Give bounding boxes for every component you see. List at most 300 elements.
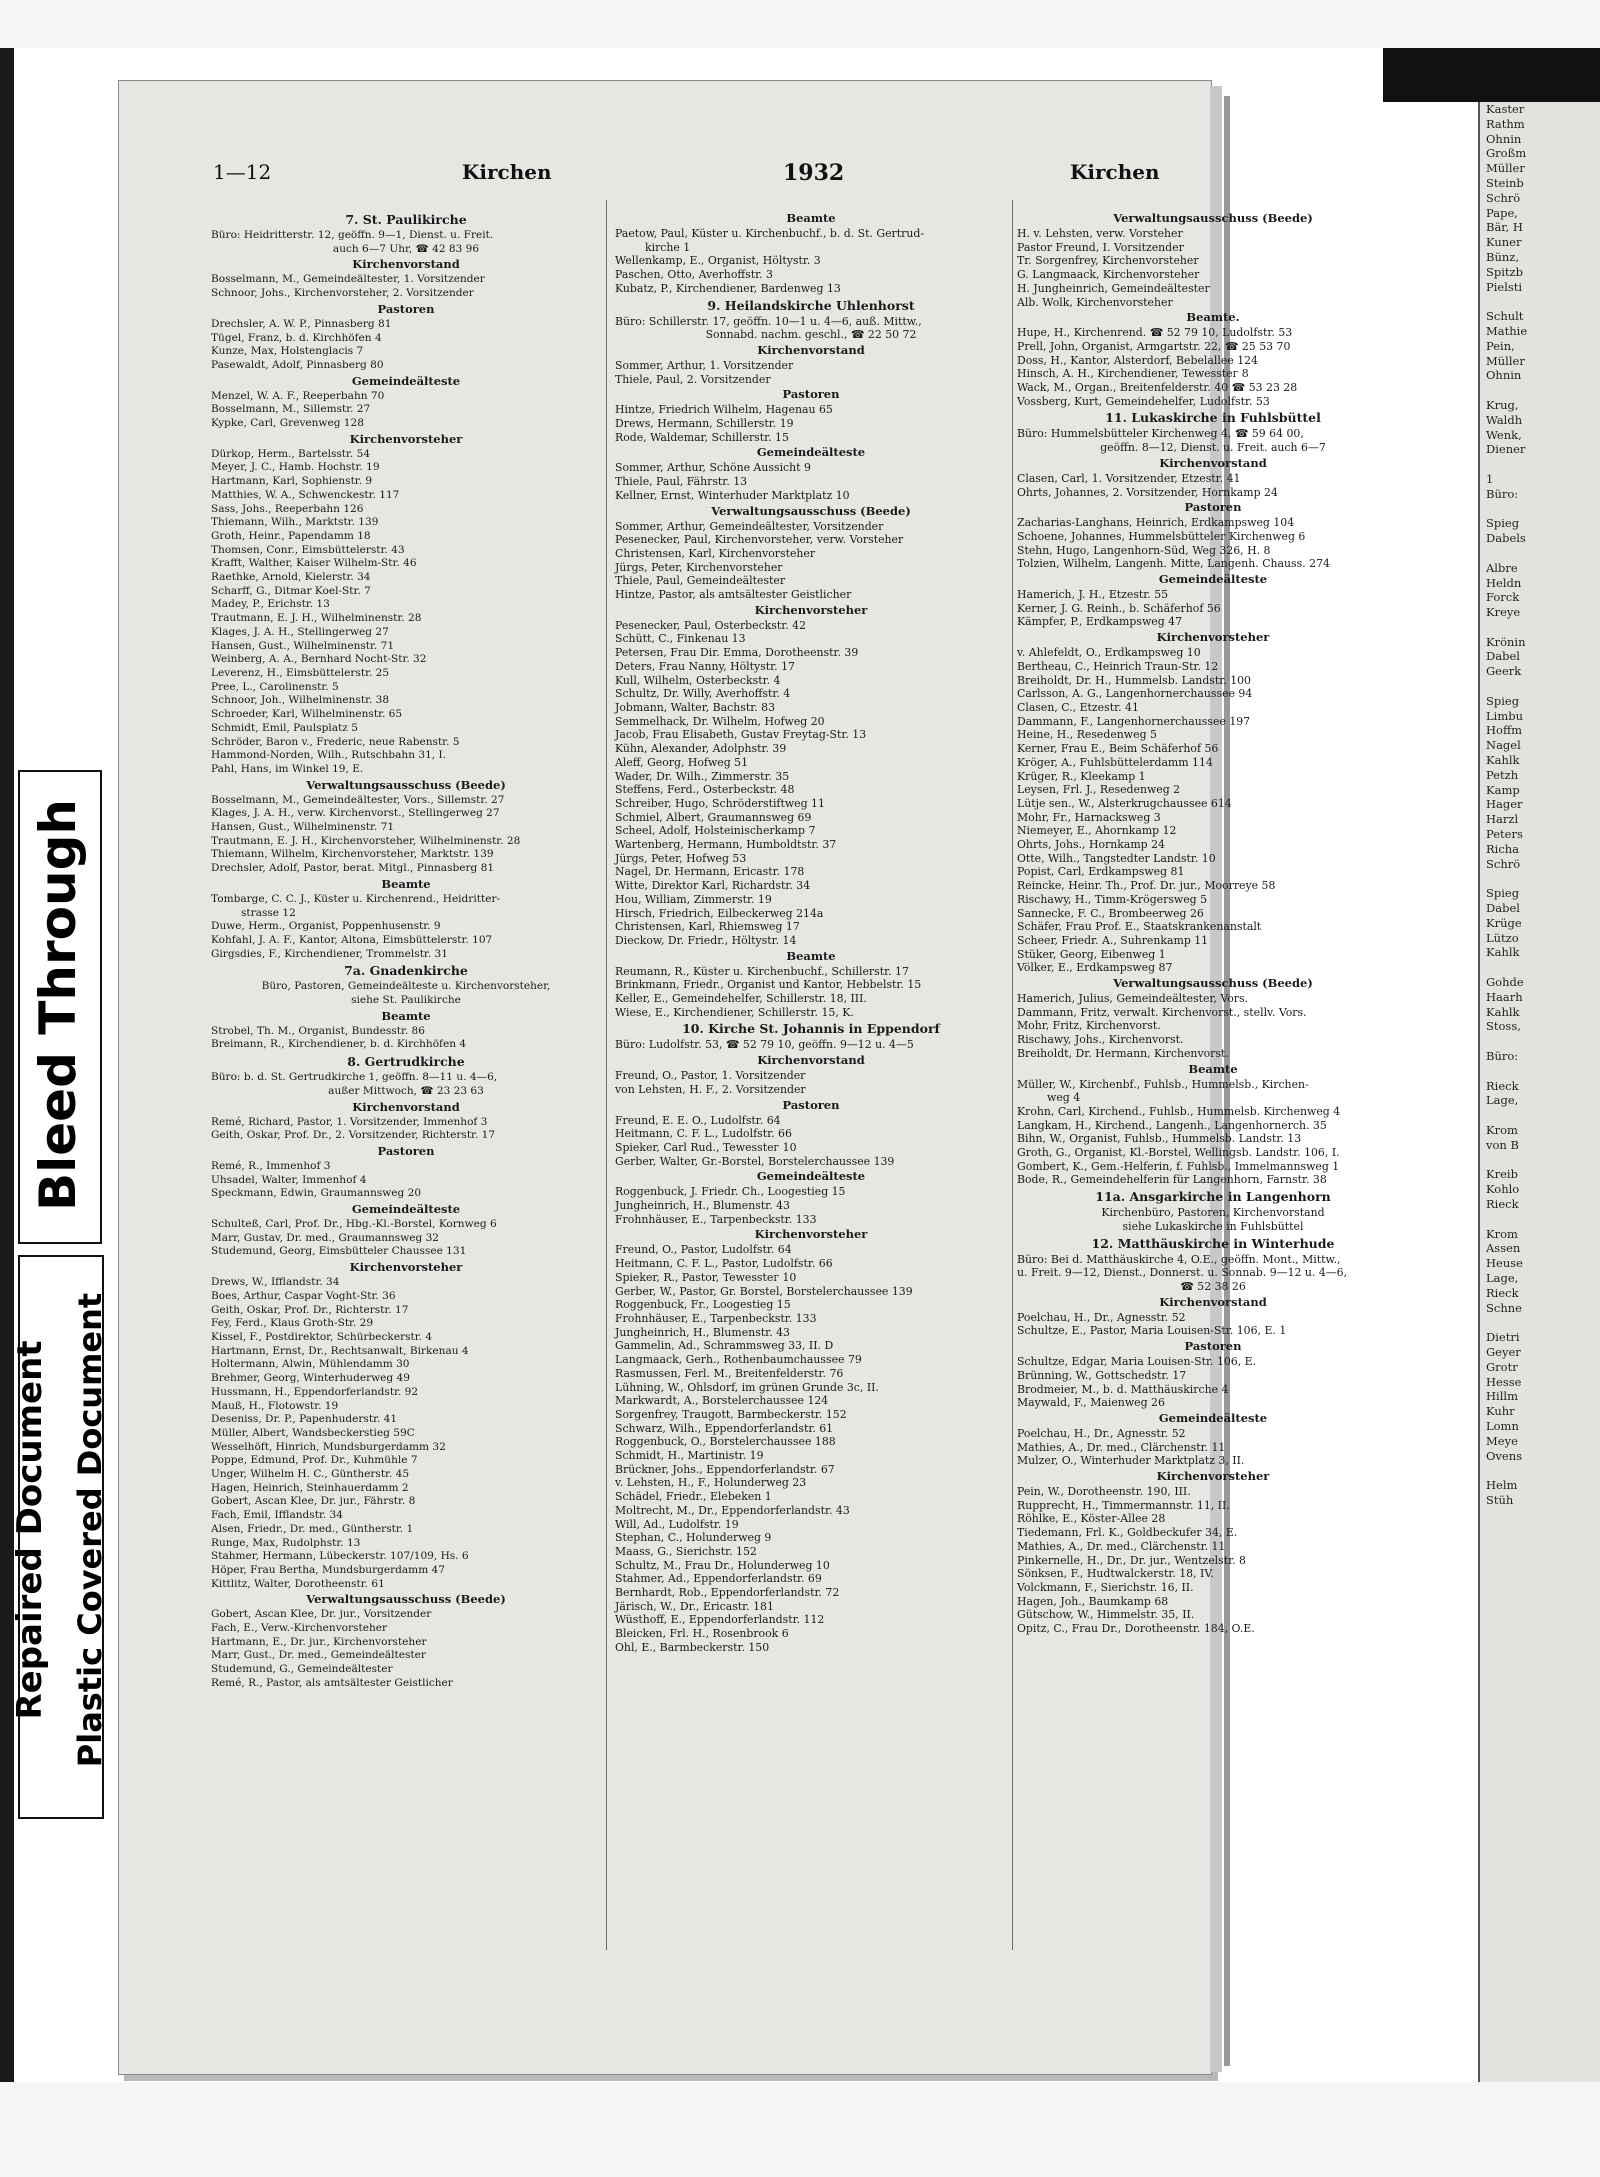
directory-entry: Tolzien, Wilhelm, Langenh. Mitte, Langenh. Chauss. 274 xyxy=(1017,557,1330,571)
facing-page-text: Petzh xyxy=(1486,767,1519,782)
directory-entry: Bosselmann, M., Gemeindeältester, Vors., Sillemstr. 27 xyxy=(211,793,505,806)
centered-note: außer Mittwoch, ☎ 23 23 63 xyxy=(328,1084,484,1097)
directory-entry: Breiholdt, Dr. H., Hummelsb. Landstr. 100 xyxy=(1017,673,1251,687)
section-subheading: Gemeindeälteste xyxy=(756,1169,866,1184)
directory-entry: Krüger, R., Kleekamp 1 xyxy=(1017,769,1146,783)
directory-entry: Langkam, H., Kirchend., Langenh., Langenhornerch. 35 xyxy=(1017,1118,1327,1132)
directory-entry: Maywald, F., Maienweg 26 xyxy=(1017,1396,1165,1410)
directory-entry: Brodmeier, M., b. d. Matthäuskirche 4 xyxy=(1017,1382,1229,1396)
directory-entry: Bode, R., Gemeindehelferin für Langenhorn, Farnstr. 38 xyxy=(1017,1173,1327,1187)
directory-entry: Dieckow, Dr. Friedr., Höltystr. 14 xyxy=(615,933,797,947)
directory-entry: Matthies, W. A., Schwenckestr. 117 xyxy=(211,488,400,501)
directory-entry: Völker, E., Erdkampsweg 87 xyxy=(1017,961,1173,975)
directory-entry: Popist, Carl, Erdkampsweg 81 xyxy=(1017,865,1185,879)
directory-entry: Kerner, Frau E., Beim Schäferhof 56 xyxy=(1017,742,1219,756)
church-heading: 8. Gertrudkirche xyxy=(347,1054,465,1070)
directory-entry: Drechsler, A. W. P., Pinnasberg 81 xyxy=(211,317,392,330)
church-heading: 7. St. Paulikirche xyxy=(345,212,467,227)
directory-entry: Deters, Frau Nanny, Höltystr. 17 xyxy=(615,659,795,673)
directory-entry: Marr, Gustav, Dr. med., Graumannsweg 32 xyxy=(211,1231,440,1244)
scan-left-edge xyxy=(0,48,14,2082)
directory-entry: Tombarge, C. C. J., Küster u. Kirchenrend., Heidritter- xyxy=(211,892,501,905)
section-subheading: Beamte xyxy=(786,211,836,225)
directory-entry: Rischawy, Johs., Kirchenvorst. xyxy=(1017,1033,1184,1047)
facing-page-text: Forck xyxy=(1486,590,1520,605)
centered-note: Sonnabd. nachm. geschl., ☎ 22 50 72 xyxy=(705,328,917,342)
facing-page-text xyxy=(1480,871,1600,886)
facing-page-text: Albre xyxy=(1486,560,1518,575)
facing-page-text: Kuner xyxy=(1486,235,1522,250)
directory-entry: Wellenkamp, E., Organist, Höltystr. 3 xyxy=(615,254,821,268)
directory-entry: Heitmann, C. F. L., Ludolfstr. 66 xyxy=(615,1127,792,1141)
facing-page-text: Kohlo xyxy=(1486,1182,1520,1197)
directory-entry: Freund, E. E. O., Ludolfstr. 64 xyxy=(615,1113,781,1127)
directory-entry: Bosselmann, M., Sillemstr. 27 xyxy=(211,403,371,416)
directory-entry: Gerber, Walter, Gr.-Borstel, Borstelerchaussee 139 xyxy=(615,1154,895,1168)
directory-entry: Deseniss, Dr. P., Papenhuderstr. 41 xyxy=(211,1413,398,1426)
directory-entry: Röhlke, E., Köster-Allee 28 xyxy=(1017,1512,1166,1526)
facing-page-text: Rathm xyxy=(1486,116,1525,131)
directory-entry: Bosselmann, M., Gemeindeältester, 1. Vorsitzender xyxy=(211,273,485,286)
directory-entry: v. Lehsten, H., F., Holunderweg 23 xyxy=(615,1476,807,1490)
directory-entry: Schädel, Friedr., Elebeken 1 xyxy=(615,1490,772,1504)
directory-entry: Mathies, A., Dr. med., Clärchenstr. 11 xyxy=(1017,1440,1226,1454)
directory-entry: Gobert, Ascan Klee, Dr. jur., Fährstr. 8 xyxy=(211,1495,416,1508)
directory-entry: Groth, Heinr., Papendamm 18 xyxy=(211,529,371,542)
facing-page-text: Müller xyxy=(1486,353,1525,368)
directory-entry: Hansen, Gust., Wilhelminenstr. 71 xyxy=(211,639,395,652)
scan-black-corner xyxy=(1383,48,1600,102)
running-title-right: Kirchen xyxy=(1070,160,1160,184)
directory-entry: Breiholdt, Dr. Hermann, Kirchenvorst. xyxy=(1017,1046,1229,1060)
directory-entry: Stahmer, Hermann, Lübeckerstr. 107/109, Hs. 6 xyxy=(211,1550,469,1563)
facing-page-text: Pein, xyxy=(1486,338,1515,353)
directory-entry: Hartmann, E., Dr. jur., Kirchenvorsteher xyxy=(211,1635,427,1648)
facing-page-text: Stüh xyxy=(1486,1492,1514,1507)
directory-entry: Hammond-Norden, Wilh., Rutschbahn 31, I. xyxy=(211,749,447,762)
section-subheading: Gemeindeälteste xyxy=(351,1202,461,1217)
directory-entry: Studemund, Georg, Eimsbütteler Chaussee 131 xyxy=(211,1245,467,1258)
directory-entry: Hou, William, Zimmerstr. 19 xyxy=(615,892,772,906)
directory-entry: Pein, W., Dorotheenstr. 190, III. xyxy=(1017,1485,1191,1499)
directory-entry: Geith, Oskar, Prof. Dr., 2. Vorsitzender, Richterstr. 17 xyxy=(211,1129,496,1142)
directory-entry: Krafft, Walther, Kaiser Wilhelm-Str. 46 xyxy=(211,557,417,570)
church-heading: 11a. Ansgarkirche in Langenhorn xyxy=(1095,1189,1331,1205)
directory-entry: Girgsdies, F., Kirchendiener, Trommelstr. 31 xyxy=(211,947,448,960)
entry-continuation: kirche 1 xyxy=(645,240,691,254)
directory-entry: Büro: Hummelsbütteler Kirchenweg 4, ☎ 59 64 00, xyxy=(1017,427,1304,441)
directory-entry: Brinkmann, Friedr., Organist und Kantor, Hebbelstr. 15 xyxy=(615,978,922,992)
directory-entry: Moltrecht, M., Dr., Eppendorferlandstr. 43 xyxy=(615,1503,850,1517)
directory-entry: Kröger, A., Fuhlsbüttelerdamm 114 xyxy=(1017,755,1213,769)
facing-page-text: Lage, xyxy=(1486,1270,1519,1285)
directory-entry: Stüker, Georg, Eibenweg 1 xyxy=(1017,947,1166,961)
directory-entry: Pahl, Hans, im Winkel 19, E. xyxy=(211,762,364,775)
directory-entry: Hamerich, Julius, Gemeindeältester, Vors. xyxy=(1017,992,1249,1006)
directory-entry: G. Langmaack, Kirchenvorsteher xyxy=(1017,268,1200,282)
directory-entry: Duwe, Herm., Organist, Poppenhusenstr. 9 xyxy=(211,920,441,933)
directory-entry: Klages, J. A. H., verw. Kirchenvorst., Stellingerweg 27 xyxy=(211,807,500,820)
facing-page-text: Limbu xyxy=(1486,708,1523,723)
facing-page-text xyxy=(1480,679,1600,694)
directory-entry: Mathies, A., Dr. med., Clärchenstr. 11 xyxy=(1017,1539,1226,1553)
facing-page-text: Schrö xyxy=(1486,856,1521,871)
directory-entry: Drechsler, Adolf, Pastor, berat. Mitgl., Pinnasberg 81 xyxy=(211,862,495,875)
directory-entry: Pinkernelle, H., Dr., Dr. jur., Wentzelstr. 8 xyxy=(1017,1553,1246,1567)
section-subheading: Kirchenvorstand xyxy=(352,1099,460,1114)
facing-page-text: Gohde xyxy=(1486,975,1524,990)
directory-entry: Prell, John, Organist, Armgartstr. 22, ☎ 25 53 70 xyxy=(1017,339,1291,353)
directory-entry: Jürgs, Peter, Hofweg 53 xyxy=(615,851,747,865)
directory-entry: Gombert, K., Gem.-Helferin, f. Fuhlsb., Immelmannsweg 1 xyxy=(1017,1159,1340,1173)
directory-entry: Frohnhäuser, E., Tarpenbeckstr. 133 xyxy=(615,1212,817,1226)
facing-page-text: Kaster xyxy=(1486,102,1525,116)
directory-entry: Fey, Ferd., Klaus Groth-Str. 29 xyxy=(211,1317,374,1330)
facing-page-text: Kreib xyxy=(1486,1167,1518,1182)
directory-entry: Runge, Max, Rudolphstr. 13 xyxy=(211,1536,361,1549)
directory-entry: Dammann, Fritz, verwalt. Kirchenvorst., stellv. Vors. xyxy=(1017,1005,1307,1019)
directory-entry: Niemeyer, E., Ahornkamp 12 xyxy=(1017,824,1177,838)
directory-entry: Menzel, W. A. F., Reeperbahn 70 xyxy=(211,389,385,402)
directory-entry: u. Freit. 9—12, Dienst., Donnerst. u. Sonnab. 9—12 u. 4—6, xyxy=(1017,1266,1348,1280)
directory-entry: Rischawy, H., Timm-Krögersweg 5 xyxy=(1017,892,1208,906)
facing-page-text: Lage, xyxy=(1486,1093,1519,1108)
section-subheading: Pastoren xyxy=(377,1143,435,1158)
column-rule xyxy=(606,200,607,1950)
directory-entry: Bleicken, Frl. H., Rosenbrook 6 xyxy=(615,1627,789,1641)
directory-entry: Fach, Emil, Ifflandstr. 34 xyxy=(211,1509,343,1522)
scan-bottom-margin xyxy=(0,2082,1600,2177)
facing-page-text xyxy=(1480,383,1600,398)
directory-entry: Pastor Freund, I. Vorsitzender xyxy=(1017,240,1184,254)
directory-entry: Mulzer, O., Winterhuder Marktplatz 3, II. xyxy=(1017,1454,1245,1468)
scan-top-margin xyxy=(0,0,1600,48)
directory-entry: Pesenecker, Paul, Kirchenvorsteher, verw. Vorsteher xyxy=(615,533,904,547)
bleed-through-text: Bleed Through xyxy=(29,799,87,1211)
facing-page-text: Kahlk xyxy=(1486,753,1520,768)
directory-entry: Drews, Hermann, Schillerstr. 19 xyxy=(615,417,794,431)
facing-page-fragment xyxy=(1478,102,1600,2082)
directory-entry: Speckmann, Edwin, Graumannsweg 20 xyxy=(211,1187,422,1200)
directory-entry: Kissel, F., Postdirektor, Schürbeckerstr. 4 xyxy=(211,1331,433,1343)
facing-page-text: Schne xyxy=(1486,1300,1522,1315)
facing-page-text: Schrö xyxy=(1486,190,1521,205)
directory-entry: von Lehsten, H. F., 2. Vorsitzender xyxy=(615,1082,806,1096)
section-subheading: Pastoren xyxy=(1184,1339,1242,1354)
facing-page-text: Kreye xyxy=(1486,605,1521,620)
centered-note: Büro, Pastoren, Gemeindeälteste u. Kirchenvorsteher, xyxy=(261,980,551,993)
directory-entry: Markwardt, A., Borstelerchaussee 124 xyxy=(615,1394,829,1408)
directory-entry: Thiele, Paul, 2. Vorsitzender xyxy=(615,372,771,386)
directory-entry: Roggenbuck, O., Borstelerchaussee 188 xyxy=(615,1435,836,1449)
directory-entry: Sommer, Arthur, Gemeindeältester, Vorsitzender xyxy=(615,519,884,533)
facing-page-text: Büro: xyxy=(1486,1049,1519,1063)
directory-entry: Schulteß, Carl, Prof. Dr., Hbg.-Kl.-Borstel, Kornweg 6 xyxy=(211,1218,497,1231)
directory-entry: Schroeder, Karl, Wilhelminenstr. 65 xyxy=(211,708,403,721)
directory-entry: Schütt, C., Finkenau 13 xyxy=(615,632,746,646)
section-subheading: Kirchenvorsteher xyxy=(349,431,463,446)
directory-entry: Büro: b. d. St. Gertrudkirche 1, geöffn. 8—11 u. 4—6, xyxy=(211,1071,498,1084)
directory-entry: Holtermann, Alwin, Mühlendamm 30 xyxy=(211,1358,410,1371)
directory-entry: Weinberg, A. A., Bernhard Nocht-Str. 32 xyxy=(211,653,427,666)
facing-page-text: Krom xyxy=(1486,1122,1518,1137)
directory-entry: Unger, Wilhelm H. C., Güntherstr. 45 xyxy=(211,1468,410,1481)
facing-page-text: Krom xyxy=(1486,1226,1518,1241)
directory-entry: Kypke, Carl, Grevenweg 128 xyxy=(211,417,364,430)
directory-entry: Müller, W., Kirchenbf., Fuhlsb., Hummelsb., Kirchen- xyxy=(1017,1077,1309,1091)
directory-entry: Hirsch, Friedrich, Eilbeckerweg 214a xyxy=(615,906,824,920)
directory-entry: Volckmann, F., Sierichstr. 16, II. xyxy=(1017,1580,1194,1594)
centered-note: Kirchenbüro, Pastoren, Kirchenvorstand xyxy=(1101,1206,1325,1220)
centered-note: auch 6—7 Uhr, ☎ 42 83 96 xyxy=(332,242,480,255)
directory-entry: Hinsch, A. H., Kirchendiener, Tewesstег 8 xyxy=(1017,367,1249,381)
facing-page-text: Kamp xyxy=(1486,782,1520,797)
facing-page-text: Dabel xyxy=(1486,649,1520,664)
repaired-document-text: Repaired Document xyxy=(10,1340,50,1720)
section-subheading: Beamte xyxy=(381,876,431,891)
directory-entry: Kull, Wilhelm, Osterbeckstr. 4 xyxy=(615,673,781,687)
facing-page-text: Mathie xyxy=(1486,323,1528,338)
directory-entry: Tügel, Franz, b. d. Kirchhöfen 4 xyxy=(211,331,382,344)
section-subheading: Kirchenvorsteher xyxy=(1156,630,1270,645)
facing-page-text: Meye xyxy=(1486,1433,1518,1448)
section-subheading: Kirchenvorsteher xyxy=(1156,1469,1270,1484)
directory-entry: Hintze, Pastor, als amtsältester Geistlicher xyxy=(615,588,852,602)
directory-entry: Ohrts, Johs., Hornkamp 24 xyxy=(1017,838,1165,852)
church-heading: 12. Matthäuskirche in Winterhude xyxy=(1091,1235,1335,1251)
facing-page-text: Hoffm xyxy=(1486,723,1523,738)
section-subheading: Beamte xyxy=(786,948,836,963)
directory-entry: Schultz, Dr. Willy, Averhoffstr. 4 xyxy=(615,687,791,701)
directory-entry: Hagen, Heinrich, Steinhauerdamm 2 xyxy=(211,1481,409,1494)
directory-entry: Opitz, C., Frau Dr., Dorotheenstr. 184, O.E. xyxy=(1017,1622,1255,1636)
directory-entry: Stephan, C., Holunderweg 9 xyxy=(615,1531,772,1545)
directory-entry: Zacharias-Langhans, Heinrich, Erdkampsweg 104 xyxy=(1017,516,1295,530)
directory-entry: Alb. Wolk, Kirchenvorsteher xyxy=(1017,295,1173,309)
directory-entry: Remé, Richard, Pastor, 1. Vorsitzender, Immenhof 3 xyxy=(211,1115,488,1128)
directory-entry: Thiemann, Wilh., Marktstr. 139 xyxy=(211,516,379,529)
page-number: 1—12 xyxy=(213,160,272,184)
directory-entry: Jungheinrich, H., Blumenstr. 43 xyxy=(615,1199,790,1213)
directory-entry: Brehmer, Georg, Winterhuderweg 49 xyxy=(211,1372,410,1385)
directory-entry: Leverenz, H., Eimsbüttelerstr. 25 xyxy=(211,666,390,679)
directory-entry: Thiele, Paul, Fährstr. 13 xyxy=(615,475,748,489)
directory-entry: Schröder, Baron v., Frederic, neue Rabenstr. 5 xyxy=(211,735,460,748)
directory-entry: Rasmussen, Ferl. M., Breitenfelderstr. 76 xyxy=(615,1366,844,1380)
directory-entry: Sorgenfrey, Traugott, Barmbeckerstr. 152 xyxy=(615,1407,847,1421)
directory-entry: Ohl, E., Barmbeckerstr. 150 xyxy=(615,1640,770,1654)
directory-entry: Schwarz, Wilh., Eppendorferlandstr. 61 xyxy=(615,1421,834,1435)
directory-entry: Schmiel, Albert, Graumannsweg 69 xyxy=(615,810,812,824)
directory-entry: Christensen, Karl, Kirchenvorsteher xyxy=(615,546,816,560)
directory-entry: Hansen, Gust., Wilhelminenstr. 71 xyxy=(211,821,395,834)
section-subheading: Beamte xyxy=(1188,1061,1238,1076)
directory-entry: Schäfer, Frau Prof. E., Staatskrankenanstalt xyxy=(1017,920,1262,934)
section-subheading: Kirchenvorsteher xyxy=(754,1227,868,1242)
directory-entry: Geith, Oskar, Prof. Dr., Richterstr. 17 xyxy=(211,1303,409,1316)
facing-page-text: 1 xyxy=(1486,471,1494,486)
directory-entry: Drews, W., Ifflandstr. 34 xyxy=(211,1276,340,1289)
facing-page-text: Spieg xyxy=(1486,516,1520,531)
directory-entry: Poelchau, H., Dr., Agnesstr. 52 xyxy=(1017,1310,1186,1324)
directory-entry: Tr. Sorgenfrey, Kirchenvorsteher xyxy=(1017,254,1199,268)
directory-entry: Hartmann, Ernst, Dr., Rechtsanwalt, Birkenau 4 xyxy=(211,1344,469,1357)
directory-entry: Alsen, Friedr., Dr. med., Güntherstr. 1 xyxy=(211,1522,414,1535)
facing-page-text: Stoss, xyxy=(1486,1019,1521,1034)
facing-page-text xyxy=(1480,502,1600,517)
facing-page-text: Helm xyxy=(1486,1478,1518,1493)
facing-page-text xyxy=(1480,1212,1600,1227)
facing-page-text: Kahlk xyxy=(1486,1004,1520,1019)
section-subheading: Kirchenvorstand xyxy=(1159,455,1267,470)
directory-entry: Kunze, Max, Holstenglacis 7 xyxy=(211,345,364,358)
section-subheading: Pastoren xyxy=(782,387,840,402)
section-subheading: Gemeindeälteste xyxy=(1158,572,1268,587)
facing-page-text xyxy=(1480,1315,1600,1330)
facing-page-text: Lützo xyxy=(1486,930,1519,945)
directory-entry: Nagel, Dr. Hermann, Ericastr. 178 xyxy=(615,865,805,879)
facing-page-text xyxy=(1480,457,1600,472)
directory-entry: Trautmann, E. J. H., Kirchenvorsteher, Wilhelminenstr. 28 xyxy=(211,834,521,847)
plastic-covered-text: Plastic Covered Document xyxy=(71,1292,109,1768)
section-subheading: Verwaltungsausschuss (Beede) xyxy=(1113,211,1313,225)
section-subheading: Kirchenvorsteher xyxy=(754,602,868,617)
section-subheading: Kirchenvorstand xyxy=(352,257,460,272)
centered-note: geöffn. 8—12, Dienst. u. Freit. auch 6—7 xyxy=(1100,441,1326,455)
facing-page-text: Rieck xyxy=(1486,1285,1519,1300)
directory-entry: Sönksen, F., Hudtwalckerstr. 18, IV. xyxy=(1017,1567,1214,1581)
directory-entry: Rode, Waldemar, Schillerstr. 15 xyxy=(615,430,789,444)
directory-entry: Jacob, Frau Elisabeth, Gustav Freytag-Str. 13 xyxy=(615,728,867,742)
facing-page-text: Hillm xyxy=(1486,1389,1518,1404)
directory-entry: Poelchau, H., Dr., Agnesstr. 52 xyxy=(1017,1426,1186,1440)
directory-entry: Höper, Frau Bertha, Mundsburgerdamm 47 xyxy=(211,1563,445,1576)
directory-entry: Klages, J. A. H., Stellingerweg 27 xyxy=(211,625,389,638)
directory-entry: Madey, P., Erichstr. 13 xyxy=(211,598,330,611)
church-heading: 7a. Gnadenkirche xyxy=(344,963,468,979)
directory-entry: Carlsson, A. G., Langenhornerchaussee 94 xyxy=(1017,687,1253,701)
facing-page-text: Ohnin xyxy=(1486,368,1522,383)
directory-entry: Gobert, Ascan Klee, Dr. jur., Vorsitzender xyxy=(211,1608,432,1621)
directory-entry: Will, Ad., Ludolfstr. 19 xyxy=(615,1517,739,1531)
directory-entry: Hagen, Joh., Baumkamp 68 xyxy=(1017,1594,1169,1608)
facing-page-text xyxy=(1480,546,1600,561)
directory-entry: Vossberg, Kurt, Gemeindehelfer, Ludolfstr. 53 xyxy=(1017,394,1270,408)
directory-entry: Kämpfer, P., Erdkampsweg 47 xyxy=(1017,615,1183,629)
facing-page-text: Büro: xyxy=(1486,486,1519,501)
directory-entry: Schultze, E., Pastor, Maria Louisen-Str. 106, E. 1 xyxy=(1017,1324,1287,1338)
section-subheading: Gemeindeälteste xyxy=(351,373,461,388)
directory-entry: Marr, Gust., Dr. med., Gemeindeältester xyxy=(211,1649,426,1662)
directory-entry: Breimann, R., Kirchendiener, b. d. Kirchhöfen 4 xyxy=(211,1038,467,1051)
directory-entry: Wack, M., Organ., Breitenfelderstr. 40 ☎ 53 23 28 xyxy=(1017,381,1298,395)
directory-entry: Reumann, R., Küster u. Kirchenbuchf., Schillerstr. 17 xyxy=(615,964,909,978)
directory-entry: Maass, G., Sierichstr. 152 xyxy=(615,1544,757,1558)
facing-page-text: Heldn xyxy=(1486,575,1522,590)
directory-entry: Schmidt, H., Martinistr. 19 xyxy=(615,1449,764,1463)
facing-page-text: Ovens xyxy=(1486,1448,1523,1463)
directory-entry: Freund, O., Pastor, Ludolfstr. 64 xyxy=(615,1243,792,1257)
facing-page-text: Kahlk xyxy=(1486,945,1520,960)
directory-entry: Kühn, Alexander, Adolphstr. 39 xyxy=(615,742,787,756)
section-subheading: Verwaltungsausschuss (Beede) xyxy=(306,777,506,792)
facing-page-text: Bär, H xyxy=(1486,220,1523,235)
directory-entry: Frohnhäuser, E., Tarpenbeckstr. 133 xyxy=(615,1312,817,1325)
directory-entry: Gütschow, W., Himmelstr. 35, II. xyxy=(1017,1608,1195,1622)
facing-page-text xyxy=(1480,1108,1600,1123)
directory-entry: Wiese, E., Kirchendiener, Schillerstr. 15, K. xyxy=(615,1005,854,1019)
directory-entry: Raethke, Arnold, Kielerstr. 34 xyxy=(211,571,371,584)
column-3 xyxy=(1017,210,1409,1636)
directory-entry: Kellner, Ernst, Winterhuder Marktplatz 10 xyxy=(615,488,850,502)
section-subheading: Beamte. xyxy=(1186,310,1240,325)
section-subheading: Verwaltungsausschuss (Beede) xyxy=(306,1592,506,1607)
directory-entry: Krohn, Carl, Kirchend., Fuhlsb., Hummelsb. Kirchenweg 4 xyxy=(1017,1104,1341,1118)
directory-entry: Scharff, G., Ditmar Koel-Str. 7 xyxy=(211,584,371,597)
facing-page-text: Richa xyxy=(1486,841,1520,856)
directory-entry: Mohr, Fr., Harnacksweg 3 xyxy=(1017,810,1161,824)
directory-entry: Schreiber, Hugo, Schröderstiftweg 11 xyxy=(615,796,825,810)
directory-entry: Wader, Dr. Wilh., Zimmerstr. 35 xyxy=(615,769,790,783)
facing-page-text xyxy=(1480,960,1600,975)
facing-page-text: Krönin xyxy=(1486,634,1526,649)
section-subheading: Kirchenvorstand xyxy=(757,1053,865,1068)
directory-entry: Gammelin, Ad., Schrammsweg 33, II. D xyxy=(615,1339,834,1353)
directory-entry: Büro: Bei d. Matthäuskirche 4, O.E., geöffn. Mont., Mittw., xyxy=(1017,1252,1341,1266)
directory-entry: Jungheinrich, H., Blumenstr. 43 xyxy=(615,1325,790,1339)
column-1 xyxy=(211,210,601,1691)
directory-entry: Hupe, H., Kirchenrend. ☎ 52 79 10, Ludolfstr. 53 xyxy=(1017,326,1293,340)
facing-page-text: Geerk xyxy=(1486,664,1522,679)
facing-page-text xyxy=(1480,1034,1600,1049)
facing-page-text: Rieck xyxy=(1486,1196,1519,1211)
directory-entry: Brückner, Johs., Eppendorferlandstr. 67 xyxy=(615,1462,835,1476)
section-subheading: Pastoren xyxy=(782,1097,840,1112)
directory-entry: Sommer, Arthur, 1. Vorsitzender xyxy=(615,358,794,372)
directory-entry: Scheel, Adolf, Holsteinischerkamp 7 xyxy=(615,824,816,838)
directory-entry: Christensen, Karl, Rhiemsweg 17 xyxy=(615,920,800,934)
directory-entry: Sass, Johs., Reeperbahn 126 xyxy=(211,502,364,515)
section-subheading: Kirchenvorsteher xyxy=(349,1260,463,1275)
directory-entry: Remé, R., Pastor, als amtsältester Geistlicher xyxy=(211,1676,453,1689)
directory-entry: Büro: Schillerstr. 17, geöffn. 10—1 u. 4—6, auß. Mittw., xyxy=(615,314,922,328)
directory-entry: Groth, G., Organist, Kl.-Borstel, Wellingsb. Landstr. 106, I. xyxy=(1017,1146,1340,1160)
directory-entry: Gerber, W., Pastor, Gr. Borstel, Borstelerchaussee 139 xyxy=(615,1284,913,1298)
facing-page-text: Geyer xyxy=(1486,1344,1521,1359)
directory-entry: Keller, E., Gemeindehelfer, Schillerstr. 18, III. xyxy=(615,992,867,1006)
facing-page-text: Rieck xyxy=(1486,1078,1519,1093)
directory-entry: Spieker, Carl Rud., Tewesstег 10 xyxy=(615,1140,797,1154)
facing-page-text: Krug, xyxy=(1486,397,1519,412)
facing-page-text: Peters xyxy=(1486,827,1523,842)
directory-entry: Dammann, F., Langenhornerchaussee 197 xyxy=(1017,714,1251,728)
directory-entry: Wüsthoff, E., Eppendorferlandstr. 112 xyxy=(615,1613,825,1627)
facing-page-text: Krüge xyxy=(1486,915,1522,930)
directory-entry: Aleff, Georg, Hofweg 51 xyxy=(615,755,749,769)
directory-entry: Remé, R., Immenhof 3 xyxy=(211,1159,331,1172)
directory-entry: Thiele, Paul, Gemeindeältester xyxy=(615,574,786,588)
directory-entry: Fach, E., Verw.-Kirchenvorsteher xyxy=(211,1622,388,1635)
directory-entry: Lütje sen., W., Alsterkrugchaussee 614 xyxy=(1017,796,1232,810)
directory-entry: Clasen, Carl, 1. Vorsitzender, Etzestr. 41 xyxy=(1017,471,1241,485)
directory-entry: Roggenbuck, J. Friedr. Ch., Loogestieg 15 xyxy=(615,1185,846,1199)
facing-page-text xyxy=(1480,294,1600,309)
directory-entry: Hussmann, H., Eppendorferlandstr. 92 xyxy=(211,1385,419,1398)
church-heading: 11. Lukaskirche in Fuhlsbüttel xyxy=(1105,410,1321,426)
directory-entry: Hamerich, J. H., Etzestr. 55 xyxy=(1017,588,1169,602)
facing-page-text: Lomn xyxy=(1486,1418,1519,1433)
centered-note: ☎ 52 38 26 xyxy=(1180,1280,1246,1293)
